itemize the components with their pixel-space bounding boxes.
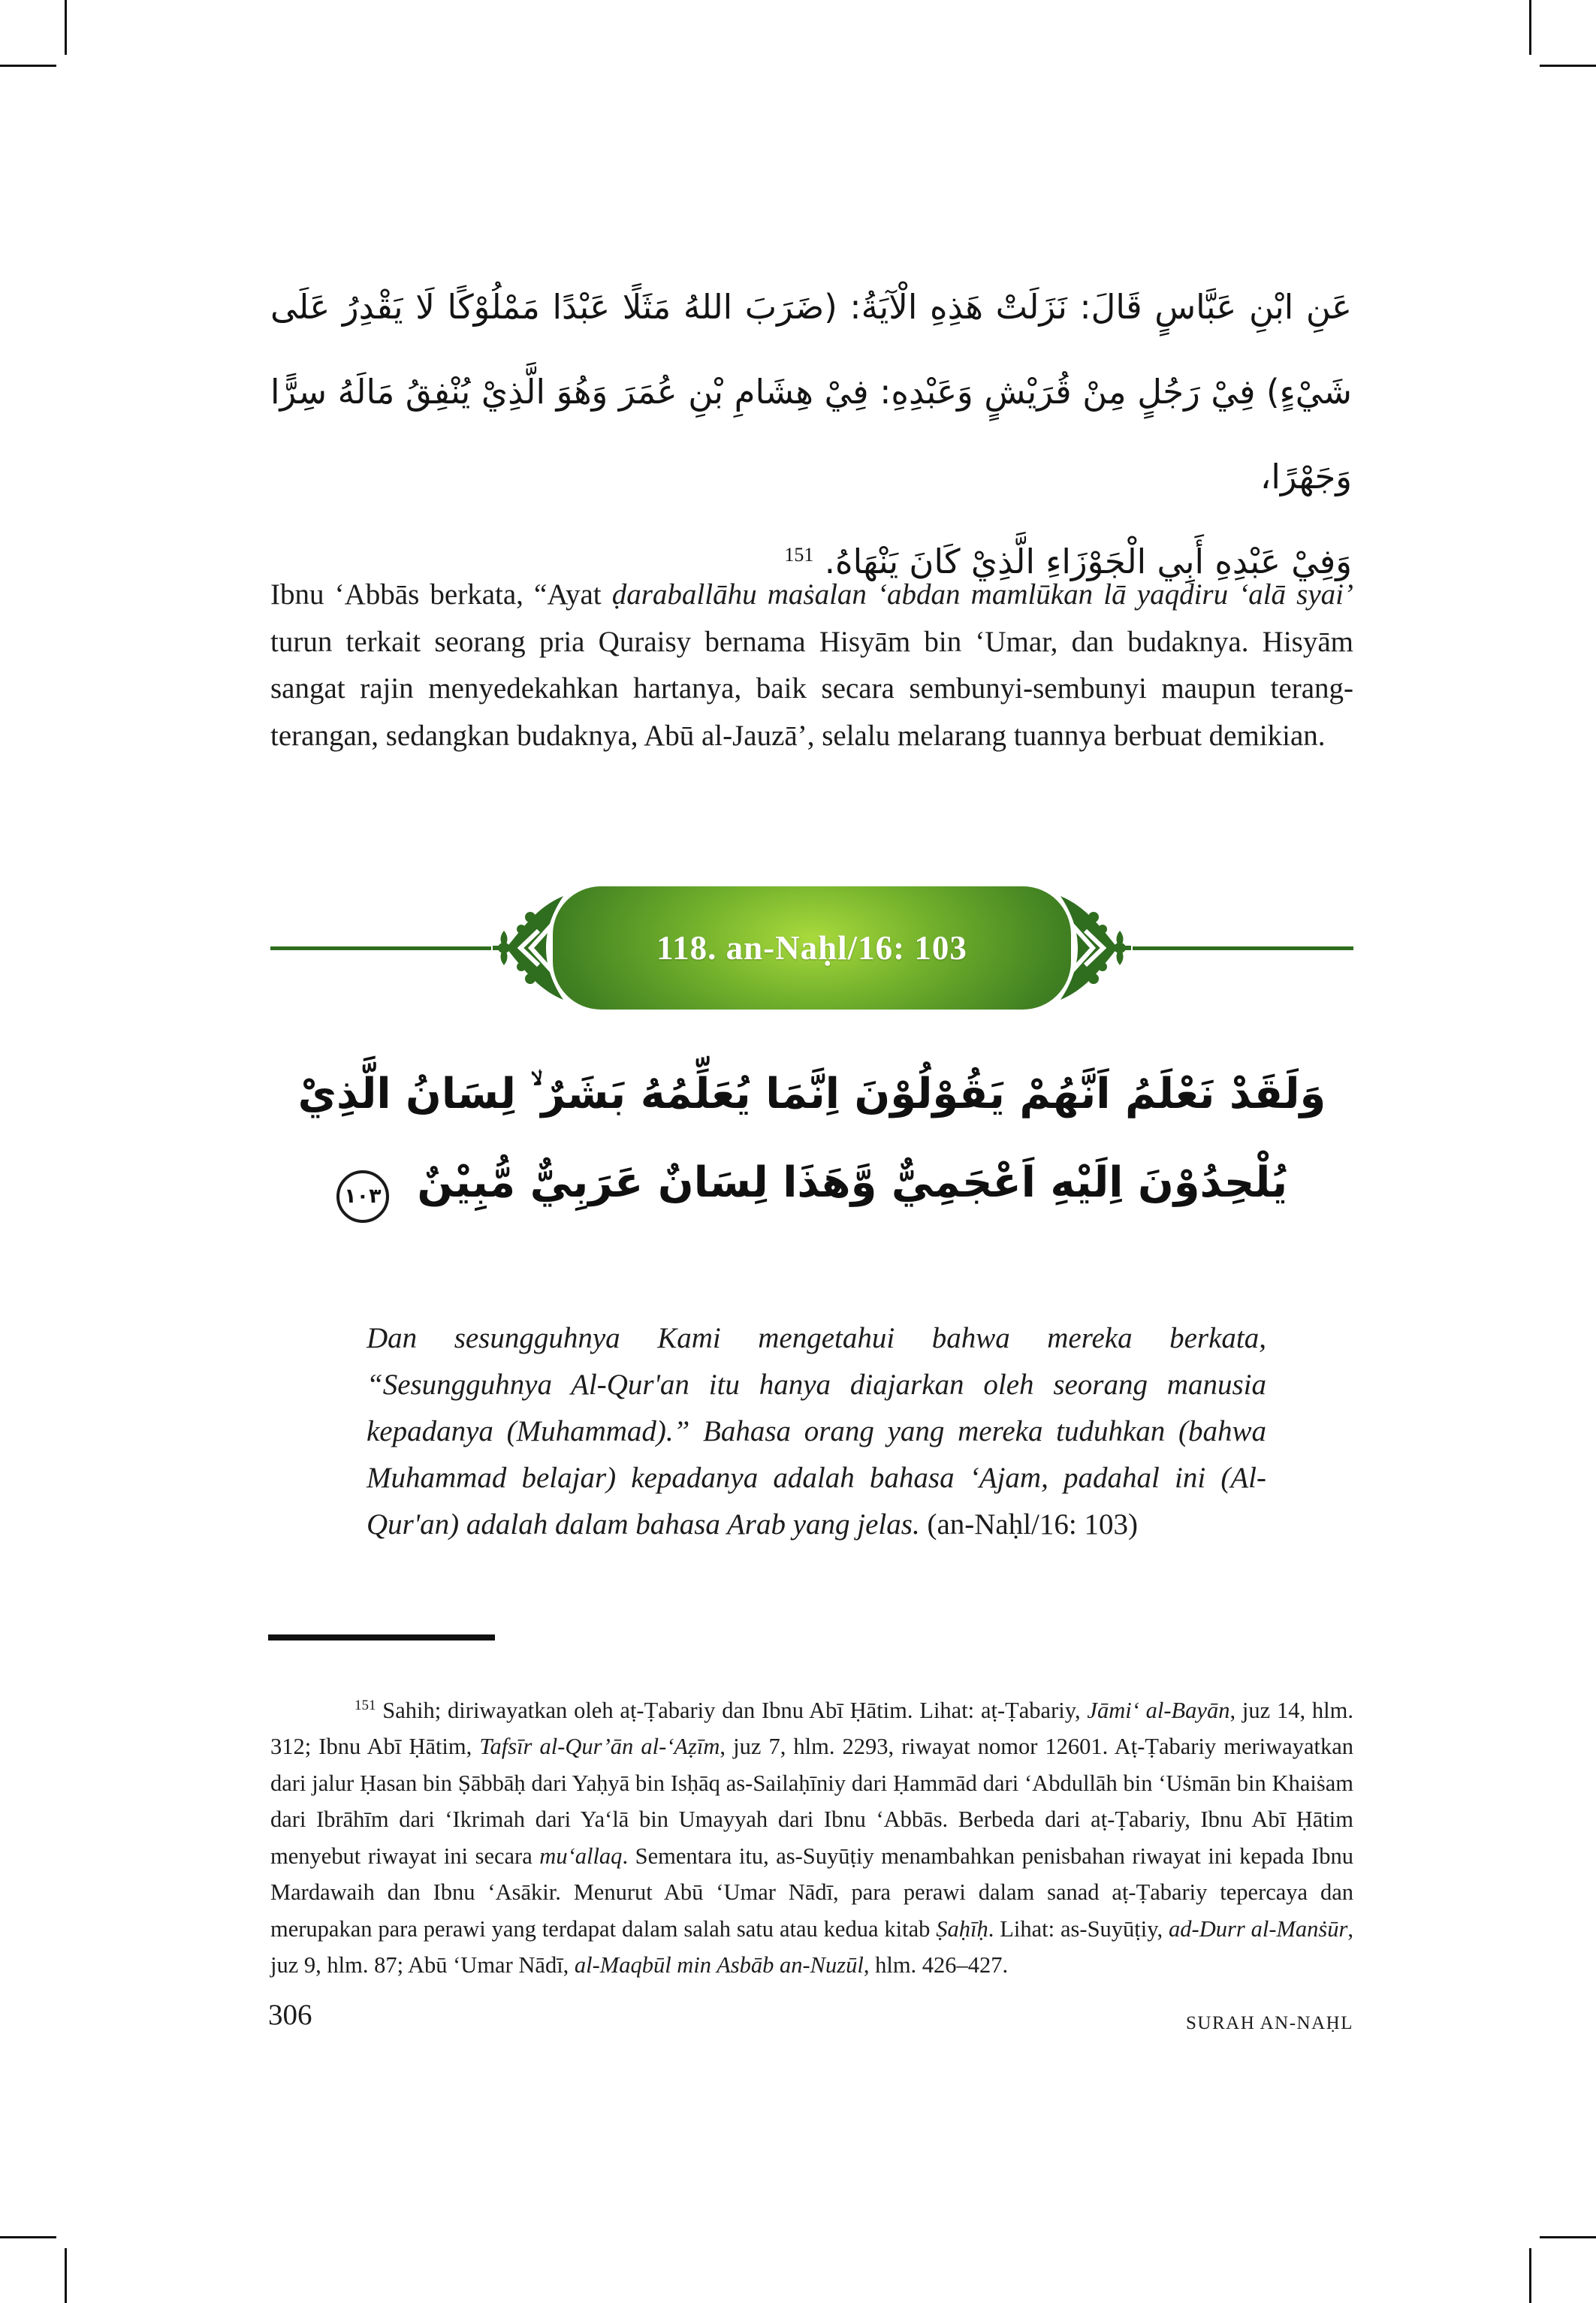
surah-banner: [270, 886, 1353, 1010]
page-number: 306: [268, 1999, 312, 2031]
running-title: SURAH AN-NAḤL: [1186, 2013, 1353, 2033]
verse-translation-paragraph: Dan sesungguhnya Kami mengetahui bahwa mereka berkata, “Sesungguhnya Al-Qur'an itu hanya diajarkan oleh seorang manusia kepadanya (Muhammad).” Bahasa orang yang mereka tuduhkan (bahwa Muhammad belajar) kepadanya adalah bahasa ‘Ajam, padahal ini (Al-Qur'an) adalah dalam bahasa Arab yang jelas. (an-Naḥl/16: 103): [367, 1322, 1266, 1541]
banner-left-rule: [270, 946, 491, 950]
verse-arabic-line-1: وَلَقَدْ نَعْلَمُ اَنَّهُمْ يَقُوْلُوْنَ اِنَّمَا يُعَلِّمُهُ بَشَرٌ ۙ لِسَانُ الَّذِيْ: [297, 1070, 1326, 1118]
crop-mark-bottom-right-vertical: [1529, 2248, 1531, 2303]
footnote-text: $^{151}$ Sahih; diriwayatkan oleh aṭ-Ṭabariy dan Ibnu Abī Ḥātim. Lihat: aṭ-Ṭabariy, Jāmi‘ al-Bayān, juz 14, hlm. 312; Ibnu Abī Ḥātim, Tafsīr al-Qur’ān al-‘Aẓīm, juz 7, hlm. 2293, riwayat nomor 12601. Aṭ-Ṭabariy meriwayatkan dari jalur Ḥasan bin Ṣābbāḥ dari Yaḥyā bin Isḥāq as-Sailaḥīniy dari Ḥammād dari ‘Abdullāh bin ‘Uṡmān bin Khaiṡam dari Ibrāhīm dari ‘Ikrimah dari Ya‘lā bin Umayyah dari Ibnu ‘Abbās. Berbeda dari aṭ-Ṭabariy, Ibnu Abī Ḥātim menyebut riwayat ini secara mu‘allaq. Sementara itu, as-Suyūṭiy menambahkan penisbahan riwayat ini kepada Ibnu Mardawaih dan Ibnu ‘Asākir. Menurut Abū ‘Umar Nādī, para perawi dalam sanad aṭ-Ṭabariy tepercaya dan merupakan para perawi yang terdapat dalam salah satu atau kedua kitab Ṣaḥīḥ. Lihat: as-Suyūṭiy, ad-Durr al-Manṡūr, juz 9, hlm. 87; Abū ‘Umar Nādī, al-Maqbūl min Asbāb an-Nuzūl, hlm. 426–427.: [270, 1697, 1354, 1978]
surah-banner-title: 118. an-Naḥl/16: 103: [656, 929, 967, 967]
hadith-arabic-line-3-text: وَفِيْ عَبْدِهِ أَبِي الْجَوْزَاءِ الَّذِيْ كَانَ يَنْهَاهُ.: [824, 542, 1352, 581]
hadith-arabic-line-1: عَنِ ابْنِ عَبَّاسٍ قَالَ: نَزَلَتْ هَذِهِ الْآيَةُ: (ضَرَبَ اللهُ مَثَلًا عَبْدًا مَمْلُوْكًا لَا يَقْدِرُ عَلَى: [270, 287, 1352, 327]
crop-mark-bottom-left-vertical: [65, 2248, 67, 2303]
crop-mark-top-left-vertical: [65, 0, 67, 55]
surah-banner-box: [553, 886, 1071, 1010]
crop-mark-bottom-left-horizontal: [0, 2236, 56, 2238]
crop-mark-top-left-horizontal: [0, 65, 56, 67]
crop-mark-top-right-horizontal: [1540, 65, 1596, 67]
crop-mark-bottom-right-horizontal: [1540, 2236, 1596, 2238]
hadith-arabic-line-2: شَيْءٍ) فِيْ رَجُلٍ مِنْ قُرَيْشٍ وَعَبْدِهِ: فِيْ هِشَامِ بْنِ عُمَرَ وَهُوَ الَّذِيْ يُنْفِقُ مَالَهُ سِرًّا وَجَهْرًا،: [270, 372, 1352, 497]
crop-mark-top-right-vertical: [1529, 0, 1531, 55]
quran-verse-arabic: [270, 1050, 1353, 1227]
footnote-separator-rule: [268, 1634, 495, 1640]
banner-right-rule: [1133, 946, 1353, 950]
verse-arabic-line-2: [270, 1139, 1353, 1227]
hadith-arabic-text: [270, 264, 1352, 604]
banner-right-ornament-icon: [1060, 892, 1133, 1004]
narration-paragraph: Ibnu ‘Abbās berkata, “Ayat ḍaraballāhu maṡalan ‘abdan mamlūkan lā yaqdiru ‘alā syai’ turun terkait seorang pria Quraisy bernama Hisyām bin ‘Umar, dan budaknya. Hisyām sangat rajin menyedekahkan hartanya, baik secara sembunyi-sembunyi maupun terang-terangan, sedangkan budaknya, Abū al-Jauzā’, selalu melarang tuannya berbuat demikian.: [270, 578, 1353, 752]
verse-arabic-line-2-text: يُلْحِدُوْنَ اِلَيْهِ اَعْجَمِيٌّ وَّهَذَا لِسَانٌ عَرَبِيٌّ مُّبِيْنٌ: [417, 1158, 1288, 1207]
ayah-number-medallion: ١٠٣: [336, 1170, 389, 1223]
footnote-reference-marker[interactable]: 151: [784, 544, 814, 566]
